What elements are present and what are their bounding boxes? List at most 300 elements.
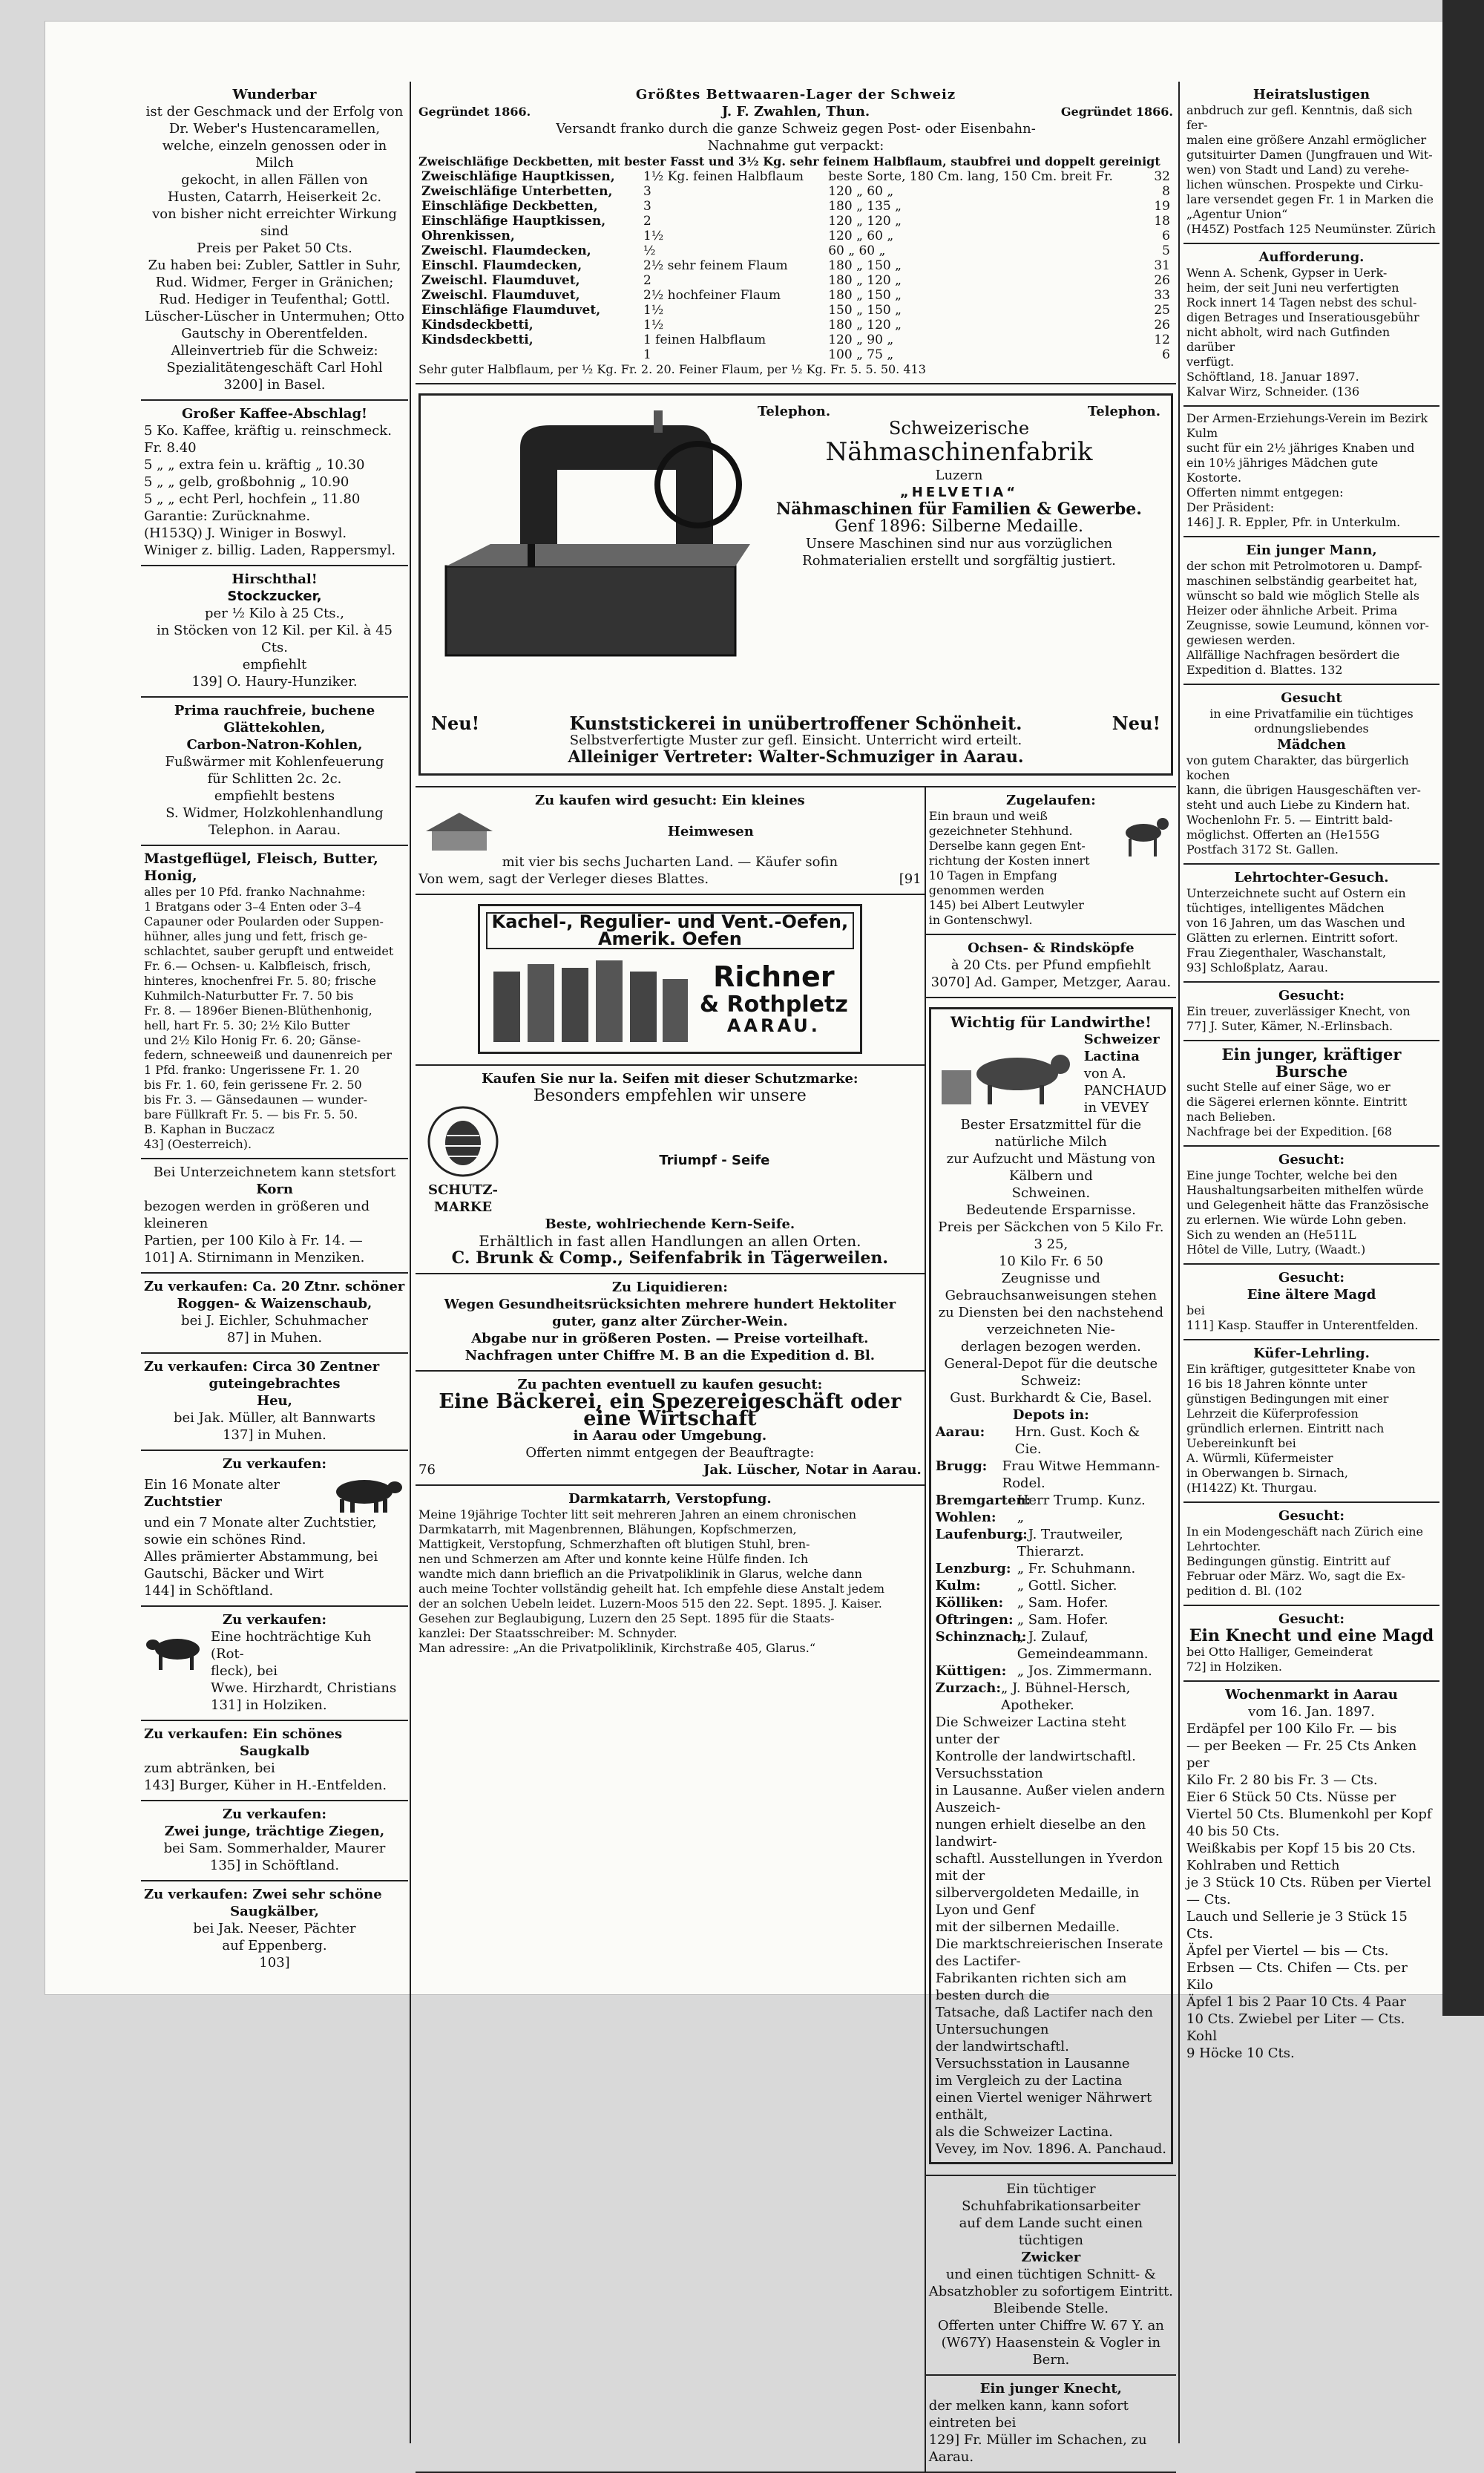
depot-cell: Frau Witwe Hemmann-Rodel. [1002, 1458, 1160, 1491]
text-line: — per Beeken — Fr. 25 Cts Anken per [1186, 1738, 1417, 1771]
text-line: 87] in Muhen. [226, 1330, 323, 1346]
ad-line: Luzern [935, 468, 983, 483]
text-line: 1 Bratgans oder 3–4 Enten oder 3–4 [144, 900, 362, 914]
text-line: Partien, per 100 Kilo à Fr. 14. — [144, 1233, 363, 1248]
ad-heirat [1183, 82, 1439, 244]
ad-lead: Zu verkaufen: [222, 1456, 327, 1472]
ad-ziegen [141, 1801, 408, 1881]
text-line: sowie ein schönes Rind. [144, 1532, 306, 1547]
ad-body [144, 103, 405, 393]
text-line: Erbsen — Cts. Chifen — Cts. per Kilo [1186, 1960, 1408, 1993]
ad-body [1186, 1004, 1437, 1034]
ad-headline: guter, ganz alter Zürcher-Wein. [552, 1314, 788, 1329]
ad-body [211, 1628, 405, 1714]
text-line: Preis per Säckchen von 5 Kilo Fr. 3 25, [938, 1219, 1164, 1252]
text-line: 9 Höcke 10 Cts. [1186, 2045, 1295, 2061]
calf-illustration [936, 1041, 1084, 1107]
ad-line: Erhältlich in fast allen Handlungen an allen Orten. [479, 1232, 861, 1250]
ad-lactina [926, 998, 1176, 2176]
text-line: Die Schweizer Lactina steht unter der [935, 1714, 1126, 1747]
ad-body [1186, 1524, 1437, 1599]
ad-body [144, 1840, 405, 1874]
text-line: bei Sam. Sommerhalder, Maurer [163, 1841, 386, 1856]
cow-illustration [144, 1628, 211, 1673]
text-line: Man adressire: „An die Privatpoliklinik, Kirchstraße 405, Glarus.“ [418, 1641, 815, 1655]
depot-cell: Zurzach: [935, 1680, 1002, 1696]
text-line: und Gelegenheit hätte das Französische [1186, 1198, 1429, 1212]
text-line: 135] in Schöftland. [209, 1858, 340, 1873]
text-line: empfiehlt bestens [214, 788, 335, 804]
table-row [418, 347, 1173, 362]
text-line: Allfällige Nachfragen besördert die [1186, 648, 1400, 662]
text-line: maschinen selbständig gearbeitet hat, [1186, 574, 1418, 588]
table-row [418, 199, 1173, 214]
text-line: (H45Z) Postfach 125 Neumünster. Zürich [1186, 222, 1437, 236]
text-line: Bedingungen günstig. Eintritt auf [1186, 1554, 1390, 1568]
ad-line: mit vier bis sechs Jucharten Land. — Käufer sofin [502, 854, 838, 870]
text-line: anbdruch zur gefl. Kenntnis, daß sich fer- [1186, 103, 1413, 132]
text-line: gutsituirter Damen (Jungfrauen und Wit- [1186, 148, 1433, 162]
table-cell [418, 347, 640, 362]
maker-label: von A. PANCHAUD in VEVEY [1083, 1066, 1166, 1116]
text-line: Fabrikanten richten sich am besten durch die [935, 1971, 1127, 2003]
text-line: Spezialitätengeschäft Carl Hohl [166, 360, 383, 376]
table-cell: 180 „ 135 „ [828, 199, 902, 214]
depot-cell: „ Sam. Hofer. [1017, 1612, 1109, 1628]
table-cell: 120 „ 90 „ [828, 333, 894, 347]
ad-body [1186, 1645, 1437, 1674]
ad-headline: Korn [256, 1182, 293, 1197]
firm-name: Richner [713, 960, 835, 993]
text-line: von gutem Charakter, das bürgerlich kochen [1186, 753, 1409, 782]
table-cell: 1½ [643, 303, 664, 318]
ad-headline: Zwei junge, trächtige Ziegen, [164, 1824, 385, 1839]
text-line: schaftl. Ausstellungen in Yverdon mit der [935, 1851, 1163, 1884]
ad-title: Ein junger Knecht, [979, 2381, 1122, 2397]
text-line: fleck), bei [211, 1663, 278, 1679]
table-cell: 6 [1162, 347, 1170, 362]
ad-date: Vevey, im Nov. 1896. [935, 2141, 1075, 2157]
table-cell: 120 „ 60 „ [828, 184, 894, 199]
ad-line: Selbstverfertigte Muster zur gefl. Einsicht. Unterricht wird erteilt. [569, 733, 1022, 748]
depot-row [936, 1680, 1166, 1714]
text-line: Meine 19jährige Tochter litt seit mehreren Jahren an einem chronischen [418, 1507, 857, 1522]
table-row [418, 243, 1173, 258]
ad-line: Unsere Maschinen sind nur aus vorzüglichen [805, 536, 1113, 551]
table-cell: 18 [1154, 214, 1170, 229]
text-line: von bisher nicht erreichter Wirkung sind [152, 206, 397, 239]
table-cell: Zweischläfige Unterbetten, [421, 184, 613, 199]
table-row [418, 229, 1173, 243]
text-line: In ein Modengeschäft nach Zürich eine [1186, 1524, 1423, 1539]
text-line: kann, die übrigen Hausgeschäften ver- [1186, 783, 1421, 797]
text-line: Zeugnisse, sowie Leumund, können vor- [1186, 618, 1429, 632]
text-line: 5 „ „ gelb, großbohnig „ 10.90 [144, 474, 349, 490]
text-line: 3200] in Basel. [223, 377, 326, 393]
table-cell: Zweischläfige Hauptkissen, [421, 169, 615, 184]
ad-title: Zu Liquidieren: [611, 1280, 728, 1295]
table-cell: ½ [643, 243, 656, 258]
right-column [1183, 82, 1439, 2443]
text-line: Expedition d. Blattes. 132 [1186, 663, 1343, 677]
text-line: Offerten nimmt entgegen: [1186, 485, 1344, 499]
text-line: Derselbe kann gegen Ent- [928, 839, 1086, 853]
column-rule [410, 82, 411, 2443]
text-line: Rud. Widmer, Ferger in Gränichen; [155, 275, 394, 290]
ad-title: Lehrtochter-Gesuch. [1234, 870, 1389, 885]
text-line: im Vergleich zu der Lactina [935, 2073, 1123, 2089]
ad-zugelaufen [926, 787, 1176, 935]
text-line: bei Jak. Neeser, Pächter [193, 1921, 356, 1936]
table-cell: 3 [643, 184, 651, 199]
bull-illustration [324, 1473, 405, 1514]
ad-signature: A. Panchaud. [1077, 2141, 1166, 2157]
table-cell: 1½ [643, 318, 664, 333]
ad-title: Mastgeflügel, Fleisch, Butter, Honig, [144, 851, 378, 884]
text-line: Eine hochträchtige Kuh (Rot- [211, 1629, 372, 1662]
text-line: und 2½ Kilo Honig Fr. 6. 20; Gänse- [144, 1033, 361, 1047]
table-cell: 150 „ 150 „ [828, 303, 902, 318]
text-line: für Schlitten 2c. 2c. [207, 771, 342, 787]
new-label: Neu! [431, 713, 480, 734]
ad-title: Wochenmarkt in Aarau [1225, 1687, 1398, 1703]
text-line: Hôtel de Ville, Lutry, (Waadt.) [1186, 1242, 1366, 1257]
text-line: der landwirtschaftl. Versuchsstation in Lausanne [935, 2039, 1130, 2071]
ad-body [1186, 266, 1437, 399]
ad-title: Gesucht: [1278, 1611, 1345, 1627]
text-line: (H153Q) J. Winiger in Boswyl. [144, 525, 347, 541]
text-line: bei Jak. Müller, alt Bannwarts [173, 1410, 375, 1426]
price-table [418, 169, 1173, 362]
text-line: in Stöcken von 12 Kil. per Kil. à 45 Cts. [156, 623, 393, 655]
ad-title: Küfer-Lehrling. [1253, 1346, 1370, 1361]
table-cell: 26 [1154, 273, 1170, 288]
firm-name: & Rothpletz [699, 991, 848, 1018]
depot-row [936, 1424, 1166, 1458]
ad-line: Abgabe nur in größeren Posten. — Preise vorteilhaft. [471, 1331, 869, 1346]
text-line: Viertel 50 Cts. Blumenkohl per Kopf 40 bis 50 Cts. [1186, 1807, 1432, 1839]
ad-title: Wunderbar [232, 87, 317, 102]
ad-line: guteingebrachtes [209, 1376, 341, 1392]
text-line: silbervergoldeten Medaille, in Lyon und Genf [935, 1885, 1140, 1918]
new-label: Neu! [1112, 713, 1160, 734]
text-line: Äpfel per Viertel — bis — Cts. [1186, 1943, 1389, 1959]
text-line: Capauner oder Poularden oder Suppen- [144, 914, 384, 928]
table-cell: 31 [1154, 258, 1170, 273]
text-line: Dr. Weber's Hustencaramellen, [168, 121, 381, 137]
table-cell: 180 „ 150 „ [828, 258, 902, 273]
text-line: bare Füllkraft Fr. 5. — bis Fr. 5. 50. [144, 1107, 358, 1121]
text-line: Offerten unter Chiffre W. 67 Y. an [937, 2318, 1164, 2333]
text-line: verfügt. [1186, 355, 1235, 369]
table-row [418, 273, 1173, 288]
text-line: auf Eppenberg. [222, 1938, 327, 1953]
ad-headline: Zwicker [1021, 2250, 1081, 2265]
ad-line: Nähmaschinenfabrik [825, 437, 1093, 467]
ad-line: Nachnahme gut verpackt: [707, 138, 884, 154]
ad-magd [1183, 1265, 1439, 1340]
text-line: hinteres, knochenfrei Fr. 5. 80; frische [144, 974, 377, 988]
text-line: in eine Privatfamilie ein tüchtiges [1209, 707, 1414, 721]
table-cell: 100 „ 75 „ [828, 347, 894, 362]
table-cell: 60 „ 60 „ [828, 243, 886, 258]
ad-headline: Stockzucker, [227, 589, 322, 604]
text-line: Kilo Fr. 2 80 bis Fr. 3 — Cts. [1186, 1772, 1378, 1788]
text-line: 3070] Ad. Gamper, Metzger, Aarau. [930, 975, 1172, 990]
text-line: Ein kräftiger, gutgesitteter Knabe von [1186, 1362, 1416, 1376]
text-line: 77] J. Suter, Kämer, N.-Erlinsbach. [1186, 1019, 1393, 1033]
center-column [416, 82, 1176, 2465]
dog-illustration [1114, 809, 1173, 861]
text-line: lare versendet gegen Fr. 1 in Marken die [1186, 192, 1434, 206]
depot-cell: „ J. Trautweiler, Thierarzt. [1017, 1527, 1123, 1559]
text-line: zur Aufzucht und Mästung von Kälbern und [946, 1151, 1156, 1184]
text-line: „Agentur Union“ [1186, 207, 1288, 221]
text-line: Winiger z. billig. Laden, Rappersmyl. [144, 543, 396, 558]
text-line: Fußwärmer mit Kohlenfeuerung [165, 754, 384, 770]
table-row [418, 303, 1173, 318]
text-line: 43] (Oesterreich). [144, 1137, 252, 1151]
depot-cell: Oftringen: [935, 1612, 1014, 1628]
text-line: 145) bei Albert Leutwyler [928, 898, 1084, 912]
depot-cell: Lenzburg: [935, 1561, 1011, 1576]
table-cell: 180 „ 120 „ [828, 273, 902, 288]
table-row [418, 258, 1173, 273]
ad-body [144, 885, 405, 1152]
depot-row [936, 1594, 1166, 1611]
depots-list [936, 1424, 1166, 1714]
table-cell: 1½ [643, 229, 664, 243]
text-line: wen) von Stadt und Land) zu verehe- [1186, 163, 1410, 177]
text-line: ist der Geschmack und der Erfolg von [145, 104, 404, 119]
ad-title: Gesucht: [1278, 1152, 1345, 1167]
text-line: hühner, alles jung und fett, frisch ge- [144, 929, 367, 943]
ad-body [936, 1116, 1166, 1406]
text-line: Der Präsident: [1186, 500, 1275, 514]
text-line: Lauch und Sellerie je 3 Stück 15 Cts. [1186, 1909, 1408, 1942]
depots-title: Depots in: [1012, 1407, 1089, 1423]
table-cell: 1 feinen Halbflaum [643, 333, 766, 347]
text-line: Lüscher-Lüscher in Untermuhen; Otto [145, 309, 404, 324]
text-line: Wwe. Hirzhardt, Christians [211, 1680, 397, 1696]
trademark-label: SCHUTZ-MARKE [427, 1182, 499, 1215]
depot-row [936, 1560, 1166, 1577]
ad-knecht-magd [1183, 1606, 1439, 1682]
brand-name: „HELVETIA“ [899, 485, 1019, 500]
ad-headline: Roggen- & Waizenschaub, [177, 1296, 372, 1311]
founded-note: Gegründet 1866. [418, 104, 531, 119]
text-line: Preis per Paket 50 Cts. [197, 240, 352, 256]
text-line: Husten, Catarrh, Heiserkeit 2c. [167, 189, 382, 205]
depot-cell: Bremgarten: [935, 1493, 1031, 1508]
text-line: nungen erhielt dieselbe an den landwirt- [935, 1817, 1146, 1850]
depot-cell: Wohlen: [935, 1510, 997, 1525]
ad-line: Nähmaschinen für Familien & Gewerbe. [776, 499, 1142, 519]
text-line: in Lausanne. Außer vielen andern Auszeich- [935, 1783, 1165, 1815]
ad-body [1186, 1168, 1437, 1257]
text-line: Kostorte. [1186, 471, 1242, 485]
ad-tochter [1183, 1147, 1439, 1265]
ad-body [1186, 1080, 1437, 1139]
ad-darmkatarrh [416, 1486, 925, 1662]
text-line: Rud. Hediger in Teufenthal; Gottl. [159, 292, 390, 307]
text-line: Heizer oder ähnliche Arbeit. Prima [1186, 603, 1398, 618]
ad-title: Zugelaufen: [1005, 793, 1096, 808]
text-line: 16 bis 18 Jahren könnte unter [1186, 1377, 1368, 1391]
text-line: welche, einzeln genossen oder in Milch [162, 138, 387, 171]
text-line: Postfach 3172 St. Gallen. [1186, 842, 1339, 856]
depot-cell: „ J. Zulauf, Gemeindeammann. [1017, 1629, 1149, 1662]
table-cell: 2 [643, 214, 651, 229]
depot-cell: Brugg: [935, 1458, 988, 1474]
table-cell: 3 [643, 199, 651, 214]
text-line: 144] in Schöftland. [144, 1583, 274, 1599]
text-line: die Sägerei erlernen könnte. Eintritt [1186, 1095, 1408, 1109]
ad-junger-mann [1183, 537, 1439, 685]
table-cell: Zweischl. Flaumdecken, [421, 243, 591, 258]
ad-headline: Ein Knecht und eine Magd [1189, 1626, 1434, 1645]
depot-cell: „ Gottl. Sicher. [1017, 1578, 1117, 1593]
text-line: auf dem Lande sucht einen tüchtigen [959, 2215, 1143, 2248]
depot-cell: „ [1017, 1510, 1025, 1525]
ad-body [929, 957, 1173, 991]
text-line: wandte mich dann brieflich an die Privatpoliklinik in Glarus, welche dann [418, 1567, 862, 1581]
text-line: nicht abholt, wird nach Gutfinden darüber [1186, 325, 1391, 354]
ad-kaffee [141, 401, 408, 566]
ad-title: Darmkatarrh, Verstopfung. [568, 1491, 772, 1507]
text-line: Gautschy in Oberentfelden. [181, 326, 368, 341]
ad-line: Rohmaterialien erstellt und sorgfältig justiert. [802, 553, 1116, 569]
table-cell: 26 [1154, 318, 1170, 333]
depot-row [936, 1526, 1166, 1560]
ad-line: Ein 16 Monate alter [144, 1477, 280, 1493]
text-line: auch meine Tochter vollständig geheilt hat. Ich empfehle diese Anstalt jedem [418, 1582, 885, 1596]
table-cell: 1 [643, 347, 651, 362]
text-line: Unterzeichnete sucht auf Ostern ein [1186, 886, 1406, 900]
text-line: Wenn A. Schenk, Gypser in Uerk- [1186, 266, 1388, 280]
brand-name: Triumpf - Seife [659, 1152, 770, 1168]
product-label: Schweizer Lactina [1083, 1032, 1160, 1064]
text-line: Nachfrage bei der Expedition. [68 [1186, 1124, 1393, 1139]
text-line: Absatzhobler zu sofortigem Eintritt. [928, 2284, 1173, 2299]
left-column [141, 82, 408, 2443]
ad-title: Gesucht: [1278, 1270, 1345, 1285]
text-line: ein 10½ jähriges Mädchen gute [1186, 456, 1379, 470]
ad-knecht-gesucht [1183, 983, 1439, 1041]
table-cell: 2½ sehr feinem Flaum [643, 258, 788, 273]
text-line: der an solchen Uebeln leidet. Luzern-Moos 515 den 22. Sept. 1895. J. Kaiser. [418, 1596, 882, 1611]
table-row [418, 333, 1173, 347]
text-line: nach Belieben. [1186, 1110, 1276, 1124]
table-cell: 25 [1154, 303, 1170, 318]
text-line: Sich zu wenden an (He511L [1186, 1228, 1356, 1242]
ad-body [1186, 753, 1437, 857]
ad-liquidieren [416, 1274, 925, 1372]
ad-lead: Zu verkaufen: Zwei sehr schöne [144, 1887, 382, 1902]
ad-headline: Saugkälber, [230, 1904, 319, 1919]
ad-zuchtstier [141, 1451, 408, 1607]
depot-row [936, 1628, 1166, 1663]
table-row [418, 214, 1173, 229]
ad-line: Schweizerische [888, 418, 1030, 439]
text-line: der melken kann, kann sofort eintreten bei [928, 2398, 1129, 2431]
text-line: heim, der seit Juni neu verfertigten [1186, 281, 1399, 295]
table-row [418, 184, 1173, 199]
ad-title: Großer Kaffee-Abschlag! [182, 406, 367, 422]
text-line: S. Widmer, Holzkohlenhandlung [165, 805, 384, 821]
ad-body [144, 605, 405, 690]
table-cell: Einschläfige Hauptkissen, [421, 214, 606, 229]
text-line: schlachtet, sauber gerupft und entweidet [144, 944, 394, 958]
text-line: Lehrzeit die Küferprofession [1186, 1406, 1359, 1421]
ad-line: Von wem, sagt der Verleger dieses Blattes. [418, 871, 709, 887]
table-row [418, 318, 1173, 333]
text-line: federn, schneeweiß und daunenreich per [144, 1048, 393, 1062]
text-line: 137] in Muhen. [223, 1427, 326, 1443]
ad-headline: Heimwesen [667, 823, 754, 839]
ad-body [936, 1714, 1166, 2140]
text-line: empfiehlt [242, 657, 307, 672]
depot-cell: „ Sam. Hofer. [1017, 1595, 1109, 1611]
ad-headline: Mädchen [1277, 737, 1346, 753]
table-cell: 12 [1154, 333, 1170, 347]
table-cell: 180 „ 120 „ [828, 318, 902, 333]
table-cell: Kindsdeckbetti, [421, 333, 533, 347]
ad-title: Aufforderung. [1258, 249, 1365, 265]
text-line: 10 Cts. Zwiebel per Liter — Cts. Kohl [1186, 2011, 1405, 2044]
founded-note: Gegründet 1866. [1060, 104, 1173, 119]
ad-roggen [141, 1274, 408, 1354]
text-line: 111] Kasp. Stauffer in Unterentfelden. [1186, 1318, 1419, 1332]
firm-name: J. F. Zwahlen, Thun. [721, 104, 870, 119]
text-line: und einen tüchtigen Schnitt- & [945, 2267, 1156, 2282]
text-line: zu Diensten bei den nachstehend verzeichneten Nie- [938, 1305, 1163, 1337]
text-line: hell, hart Fr. 5. 30; 2½ Kilo Butter [144, 1018, 350, 1032]
text-line: General-Depot für die deutsche Schweiz: [944, 1356, 1158, 1389]
ad-body [1186, 707, 1437, 736]
ad-line: in Aarau oder Umgebung. [573, 1428, 767, 1444]
stoves-illustration [486, 949, 694, 1046]
ad-lead: Zu pachten eventuell zu kaufen gesucht: [517, 1377, 823, 1392]
text-line: günstigen Bedingungen mit einer [1186, 1392, 1389, 1406]
text-line: mit der silbernen Medaille. [935, 1919, 1120, 1935]
text-line: Gust. Burkhardt & Cie, Basel. [950, 1390, 1152, 1406]
ad-title: Größtes Bettwaaren-Lager der Schweiz [635, 87, 956, 102]
text-line: gewiesen werden. [1186, 633, 1296, 647]
ad-aufforderung [1183, 244, 1439, 407]
telephon-label: Telephon. [1087, 404, 1160, 419]
depot-row [936, 1458, 1166, 1492]
depot-row [936, 1509, 1166, 1526]
text-line: 1 Pfd. franko: Ungerissene Fr. 1. 20 [144, 1063, 360, 1077]
text-line: in Oberwangen b. Sirnach, [1186, 1466, 1348, 1480]
ad-title: Gesucht [1281, 690, 1342, 706]
text-line: Rock innert 14 Tagen nebst des schul- [1186, 295, 1417, 309]
ad-knecht [926, 2376, 1176, 2472]
ad-title: Gesucht: [1278, 988, 1345, 1003]
ad-body [929, 809, 1114, 928]
depot-cell: Kulm: [935, 1578, 981, 1593]
table-cell: 180 „ 150 „ [828, 288, 902, 303]
text-line: bei J. Eichler, Schuhmacher [181, 1313, 368, 1329]
sewing-machine-illustration [431, 403, 750, 715]
text-line: zum abtränken, bei [144, 1760, 275, 1776]
text-line: einen Viertel weniger Nährwert enthält, [935, 2090, 1152, 2123]
depot-row [936, 1663, 1166, 1680]
depot-row [936, 1492, 1166, 1509]
text-line: Lehrtochter. [1186, 1539, 1261, 1553]
text-line: gekocht, in allen Fällen von [181, 172, 368, 188]
